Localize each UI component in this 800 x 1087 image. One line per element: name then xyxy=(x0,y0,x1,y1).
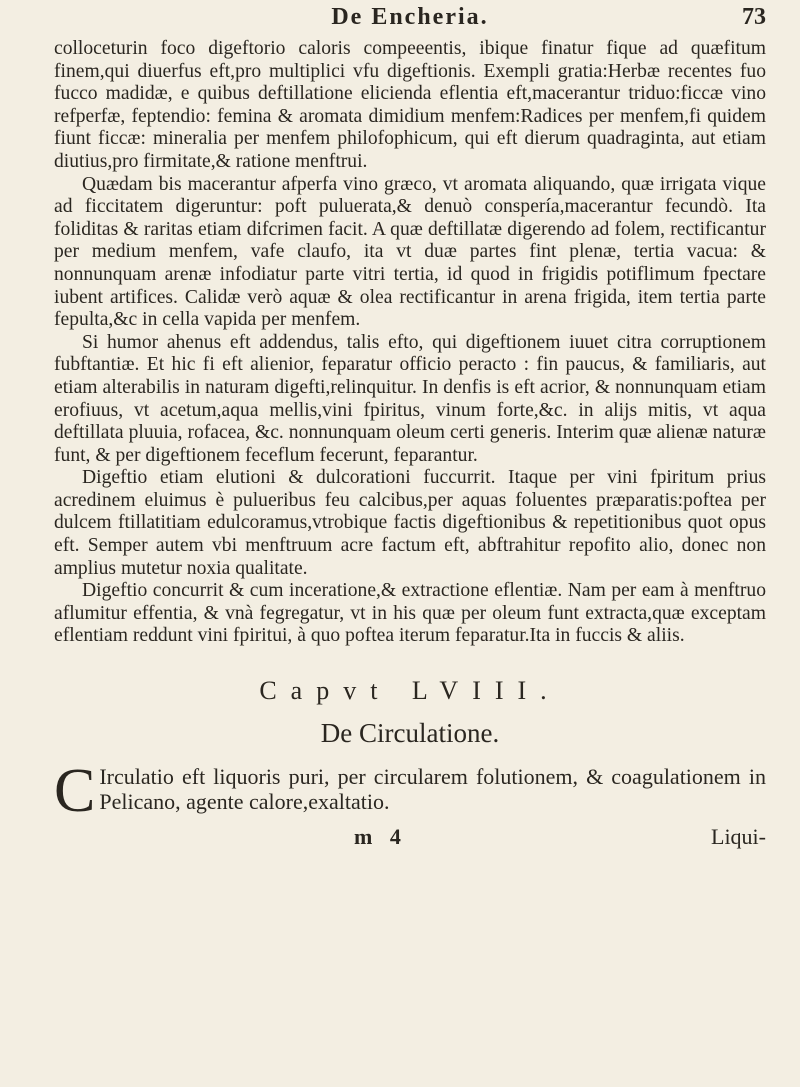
paragraph: colloceturin foco digeftorio caloris compeeentis, ibique finatur fique ad quæfitum finem,qui diuerfus eft,pro multiplici vfu digeftionis. Exempli gratia:Herbæ recentes fuo fucco madidæ, e quibus deftillatione elicienda eflentia eft,macerantur triduo:ficcæ vino refperfæ, feptendio: femina & aromata dimidium menfem:Radices per menfem,fi quidem fiunt ficcæ: mineralia per menfem philofophicum, qui eft dierum quadraginta, aut etiam diutius,pro firmitate,& ratione menftrui. xyxy=(54,38,766,172)
page-number: 73 xyxy=(742,4,766,30)
running-head xyxy=(54,0,766,38)
chapter-title: De Circulatione. xyxy=(320,718,500,749)
paragraph: Quædam bis macerantur afperfa vino græco, vt aromata aliquando, quæ irrigata vique ad ficcitatem digeruntur: poft puluerata,& denuò conspería,macerantur fecundò. Ita foliditas & raritas etiam difcrimen facit. A quæ deftillatæ digerendo ad folem, rectificantur per medium menfem, vafe claufo, ita vt duæ partes fint plenæ, tertia vacua: & nonnunquam arenæ infodiatur parte vitri tertia, id quod in frigidis potiflimum fpectare iubent artifices. Calidæ verò aquæ & olea rectificantur in arena frigida, item tertia parte fepulta,&c in cella vapida per menfem. xyxy=(54,173,766,331)
page-footer xyxy=(54,824,766,850)
paragraph: Si humor ahenus eft addendus, talis efto, qui digeftionem iuuet citra corruptionem fubftantiæ. Et hic fi eft alienior, feparatur officio peracto : fin paucus, & familiaris, aut etiam alterabilis in naturam digefti,relinquitur. In denfis is eft acrior, & nonnunquam etiam erofiuus, vt acetum,aqua mellis,vini fpiritus, vinum forte,&c. in alijs mitis, vt aqua deftillata pluuia, rofacea, &c. nonnunquam oleum certi generis. Interim quæ alienæ naturæ funt, & per digeftionem feceflum fecerunt, feparantur. xyxy=(54,331,766,466)
chapter-heading: Capvt LVIII. xyxy=(259,676,561,706)
catchword: Liqui- xyxy=(711,824,766,850)
paragraph: Digeftio concurrit & cum inceratione,& extractione eflentiæ. Nam per eam à menftruo aflumitur effentia, & vnà fegregatur, vt in his quæ per oleum funt extracta,quæ exceptam eflentiam reddunt vini fpiritui, à quo poftea iterum feparatur.Ita in fuccis & aliis. xyxy=(54,580,766,647)
paragraph: Digeftio etiam elutioni & dulcorationi fuccurrit. Itaque per vini fpiritum prius acredinem eluimus è pulueribus feu calcibus,per aquas foluentes præparatis:poftea per dulcem ftillatitiam edulcoramus,vtrobique factis digeftionibus & repetitionibus quot opus eft. Semper autem vbi menftruum acre factum eft, abftrahitur repofito alio, donec non amplius mutetur noxia qualitate. xyxy=(54,467,766,579)
running-head-title: De Encheria. xyxy=(331,4,489,30)
drop-cap: C xyxy=(54,757,96,826)
chapter-text xyxy=(54,757,766,826)
chapter-paragraph: Irculatio eft liquoris puri, per circularem folutionem, & coagulationem in Pelicano, agente calore,exaltatio. xyxy=(99,764,766,815)
signature-mark: m 4 xyxy=(354,824,407,850)
main-text xyxy=(54,38,766,648)
